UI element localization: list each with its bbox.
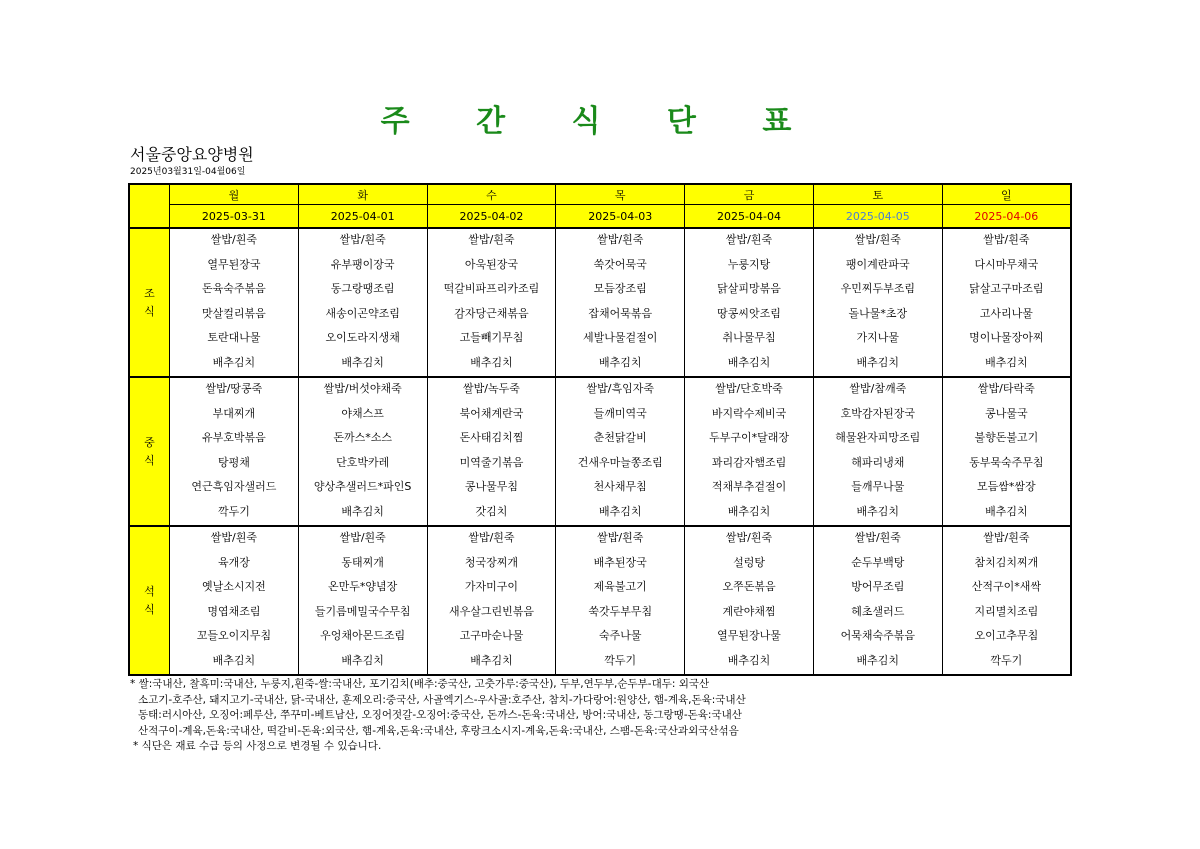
menu-item: 배추된장국 <box>593 555 647 569</box>
day-header: 금 <box>685 184 814 205</box>
menu-item: 콩나물국 <box>985 406 1028 420</box>
menu-item: 배추김치 <box>341 355 384 369</box>
menu-item: 열무된장국 <box>207 257 261 271</box>
menu-item: 배추김치 <box>341 653 384 667</box>
menu-item: 꼬들오이지무침 <box>196 629 272 642</box>
menu-cell <box>556 377 685 526</box>
meal-label <box>129 526 170 675</box>
menu-item: 돌나물*초장 <box>848 306 908 320</box>
menu-item: 설렁탕 <box>733 555 765 569</box>
meal-label <box>129 228 170 377</box>
menu-item: 배추김치 <box>727 504 771 518</box>
menu-item: 호박감자된장국 <box>840 406 915 420</box>
menu-cell <box>685 526 814 675</box>
note-line: * 쌀:국내산, 찰흑미:국내산, 누룽지,흰죽-쌀:국내산, 포기김치(배추:중국산, 고춧가루:중국산), 두부,연두부,순두부-대두: 외국산 <box>130 678 710 690</box>
menu-item: 지리멸치조림 <box>974 604 1039 618</box>
menu-item: 맛살컬리볶음 <box>202 306 266 320</box>
menu-item: 해물완자피망조림 <box>835 431 921 444</box>
day-header: 일 <box>942 184 1071 205</box>
date-header-saturday: 2025-04-05 <box>813 205 942 229</box>
menu-item: 동그랑땡조림 <box>330 282 395 295</box>
menu-item: 청국장찌개 <box>464 555 519 569</box>
day-header: 토 <box>813 184 942 205</box>
menu-item: 잡채어묵볶음 <box>588 306 653 320</box>
meal-label-char: 식 <box>144 602 155 616</box>
note-line: 소고기-호주산, 돼지고기-국내산, 닭-국내산, 훈제오리:중국산, 사골엑기스-우사골:호주산, 참치-가다랑어:원양산, 햄-계육,돈육:국내산 <box>138 693 746 706</box>
menu-item: 산적구이*새싹 <box>971 580 1041 593</box>
menu-item: 배추김치 <box>598 355 642 369</box>
menu-item: 떡갈비파프리카조림 <box>443 282 540 295</box>
menu-item: 들깨미역국 <box>593 406 647 420</box>
menu-item: 꽈리감자햄조림 <box>711 455 787 469</box>
menu-item: 모듬쌈*쌈장 <box>977 480 1036 493</box>
menu-item: 다시마무채국 <box>974 257 1039 271</box>
menu-item: 배추김치 <box>341 504 384 518</box>
menu-item: 배추김치 <box>985 355 1028 369</box>
menu-item: 바지락수제비국 <box>711 406 787 420</box>
menu-item: 참치김치찌개 <box>974 555 1039 569</box>
menu-item: 열무된장나물 <box>717 629 781 642</box>
menu-item: 쌀밥/흰죽 <box>210 531 257 544</box>
menu-item: 불향돈불고기 <box>974 431 1039 444</box>
date-header-row <box>129 205 1071 229</box>
menu-item: 돈사태김치찜 <box>459 431 524 444</box>
menu-item: 들깨무나물 <box>851 480 905 493</box>
menu-item: 연근흑임자샐러드 <box>191 480 277 493</box>
menu-item: 닭살고구마조림 <box>969 282 1044 295</box>
menu-item: 미역줄기볶음 <box>459 455 524 469</box>
menu-cell <box>556 526 685 675</box>
menu-cell <box>427 377 556 526</box>
meal-label-char: 식 <box>144 304 155 318</box>
menu-item: 오이고추무침 <box>974 629 1039 642</box>
day-header: 월 <box>170 184 299 205</box>
menu-item: 배추김치 <box>470 653 513 667</box>
menu-item: 들기름메밀국수무침 <box>314 604 411 618</box>
menu-item: 계란야채찜 <box>722 604 776 618</box>
menu-item: 쌀밥/흰죽 <box>983 531 1030 544</box>
date-header: 2025-04-04 <box>685 205 814 229</box>
menu-item: 쌀밥/타락죽 <box>977 382 1035 395</box>
menu-item: 감자당근채볶음 <box>454 306 529 320</box>
menu-item: 배추김치 <box>856 504 900 518</box>
menu-cell <box>170 526 299 675</box>
menu-cell <box>298 526 427 675</box>
menu-item: 적채부추겉절이 <box>711 480 787 493</box>
meal-row <box>129 526 1071 675</box>
menu-item: 헤초샐러드 <box>851 604 905 618</box>
menu-item: 유부팽이장국 <box>330 257 395 271</box>
menu-item: 쌀밥/단호박죽 <box>715 382 783 395</box>
meal-label <box>129 377 170 526</box>
menu-period: 2025년03월31일-04월06일 <box>130 167 246 177</box>
menu-item: 배추김치 <box>727 653 771 667</box>
date-header-sunday: 2025-04-06 <box>942 205 1071 229</box>
menu-item: 유부호박볶음 <box>202 431 266 444</box>
menu-item: 팽이계란파국 <box>845 257 910 271</box>
menu-item: 쌀밥/흰죽 <box>468 233 515 246</box>
menu-item: 토란대나물 <box>207 331 261 344</box>
menu-item: 쌀밥/흰죽 <box>854 531 901 544</box>
meal-row <box>129 377 1071 526</box>
menu-item: 쌀밥/흰죽 <box>983 233 1030 246</box>
menu-item: 가지나물 <box>856 331 900 344</box>
menu-cell <box>685 377 814 526</box>
menu-item: 온만두*양념장 <box>328 580 398 593</box>
menu-item: 쌀밥/녹두죽 <box>463 382 520 395</box>
menu-item: 천사채무침 <box>593 480 647 493</box>
menu-item: 탕평채 <box>217 455 250 469</box>
menu-item: 배추김치 <box>598 504 642 518</box>
menu-item: 북어채계란국 <box>459 406 524 420</box>
meal-label-char: 식 <box>144 453 155 467</box>
menu-item: 배추김치 <box>727 355 771 369</box>
menu-item: 세발나물겉절이 <box>583 331 658 344</box>
menu-item: 깍두기 <box>217 504 250 518</box>
menu-item: 춘천닭갈비 <box>593 431 647 444</box>
menu-item: 쌀밥/흰죽 <box>725 531 773 544</box>
menu-item: 두부구이*달래장 <box>709 431 789 444</box>
day-header-row <box>129 184 1071 205</box>
menu-item: 배추김치 <box>985 504 1028 518</box>
menu-item: 돈육숙주볶음 <box>202 282 266 295</box>
menu-item: 부대찌개 <box>212 406 256 420</box>
date-header: 2025-03-31 <box>170 205 299 229</box>
menu-item: 옛날소시지전 <box>202 580 266 593</box>
menu-cell <box>685 228 814 377</box>
menu-cell <box>298 228 427 377</box>
menu-item: 누룽지탕 <box>727 257 771 271</box>
menu-item: 우민찌두부조림 <box>840 282 915 295</box>
meal-row <box>129 228 1071 377</box>
weekly-menu-table <box>128 183 1072 676</box>
menu-cell <box>170 228 299 377</box>
menu-item: 콩나물무침 <box>464 480 519 493</box>
menu-item: 모듬장조림 <box>593 282 647 295</box>
menu-item: 양상추샐러드*파인S <box>313 480 412 493</box>
menu-item: 취나물무침 <box>722 331 776 344</box>
menu-item: 배추김치 <box>212 355 256 369</box>
day-header: 목 <box>556 184 685 205</box>
menu-item: 숙주나물 <box>598 629 642 642</box>
menu-item: 건새우마늘쫑조림 <box>577 455 663 469</box>
menu-item: 쌀밥/참깨죽 <box>849 382 907 395</box>
menu-cell <box>170 377 299 526</box>
menu-item: 쌀밥/흰죽 <box>597 233 644 246</box>
menu-item: 고구마순나물 <box>459 629 524 642</box>
page-title: 주 간 식 단 표 <box>380 104 820 139</box>
menu-item: 쌀밥/땅콩죽 <box>205 382 263 395</box>
day-header: 화 <box>298 184 427 205</box>
date-header: 2025-04-03 <box>556 205 685 229</box>
menu-item: 깍두기 <box>604 653 637 667</box>
hospital-name: 서울중앙요양병원 <box>130 145 254 164</box>
menu-body <box>129 228 1071 675</box>
menu-item: 고사리나물 <box>979 306 1033 320</box>
menu-item: 깍두기 <box>990 653 1023 667</box>
menu-item: 땅콩씨앗조림 <box>717 306 781 320</box>
menu-item: 쌀밥/흰죽 <box>210 233 257 246</box>
menu-cell <box>942 526 1071 675</box>
menu-item: 새송이곤약조림 <box>325 306 400 320</box>
date-header: 2025-04-01 <box>298 205 427 229</box>
meal-label-char: 중 <box>144 435 155 449</box>
menu-item: 쌀밥/버섯야채죽 <box>323 382 402 395</box>
menu-item: 새우살그린빈볶음 <box>448 604 534 618</box>
menu-item: 쌀밥/흰죽 <box>339 233 386 246</box>
menu-cell <box>942 377 1071 526</box>
menu-item: 배추김치 <box>856 355 900 369</box>
menu-item: 배추김치 <box>212 653 256 667</box>
menu-item: 쑥갓어묵국 <box>593 257 647 271</box>
menu-item: 동태찌개 <box>341 555 384 569</box>
menu-item: 명이나물장아찌 <box>969 331 1044 344</box>
meal-label-char: 석 <box>144 584 155 598</box>
menu-cell <box>556 228 685 377</box>
menu-item: 해파리냉채 <box>851 455 905 469</box>
menu-cell <box>813 377 942 526</box>
menu-item: 육개장 <box>217 555 250 569</box>
note-line: * 식단은 재료 수급 등의 사정으로 변경될 수 있습니다. <box>133 740 382 752</box>
menu-item: 야채스프 <box>341 406 384 420</box>
menu-item: 고들빼기무침 <box>459 331 524 344</box>
menu-item: 배추김치 <box>470 355 513 369</box>
menu-item: 쌀밥/흰죽 <box>339 531 386 544</box>
menu-item: 단호박카레 <box>336 455 390 469</box>
date-header: 2025-04-02 <box>427 205 556 229</box>
menu-item: 우엉채아몬드조림 <box>320 629 406 642</box>
menu-item: 갓김치 <box>475 504 508 518</box>
menu-item: 제육불고기 <box>593 580 647 593</box>
menu-item: 가자미구이 <box>464 580 519 593</box>
menu-item: 쌀밥/흰죽 <box>725 233 773 246</box>
menu-item: 아욱된장국 <box>464 257 519 271</box>
menu-item: 순두부백탕 <box>851 555 905 569</box>
menu-cell <box>813 526 942 675</box>
menu-item: 쌀밥/흑임자죽 <box>586 382 654 395</box>
menu-item: 쑥갓두부무침 <box>588 604 653 618</box>
menu-item: 명엽채조림 <box>207 604 261 618</box>
menu-item: 오쭈돈볶음 <box>722 580 776 593</box>
menu-item: 동부묵숙주무침 <box>969 455 1044 469</box>
menu-item: 쌀밥/흰죽 <box>854 233 901 246</box>
note-line: 산적구이-계육,돈육:국내산, 떡갈비-돈육:외국산, 햄-계육,돈육:국내산, 후랑크소시지-계육,돈육:국내산, 스팸-돈육:국산과외국산섞음 <box>138 724 739 737</box>
menu-item: 쌀밥/흰죽 <box>468 531 515 544</box>
menu-item: 배추김치 <box>856 653 900 667</box>
menu-item: 오이도라지생채 <box>325 331 400 344</box>
menu-cell <box>427 526 556 675</box>
menu-item: 닭살피망볶음 <box>717 282 781 295</box>
corner-cell <box>129 184 170 228</box>
menu-item: 쌀밥/흰죽 <box>597 531 644 544</box>
menu-cell <box>942 228 1071 377</box>
day-header: 수 <box>427 184 556 205</box>
menu-item: 돈까스*소스 <box>333 431 392 444</box>
menu-item: 어묵채숙주볶음 <box>840 629 915 642</box>
origin-notes <box>130 677 746 755</box>
menu-cell <box>427 228 556 377</box>
menu-cell <box>298 377 427 526</box>
menu-cell <box>813 228 942 377</box>
meal-label-char: 조 <box>144 286 155 300</box>
note-line: 동태:러시아산, 오징어:페루산, 쭈꾸미-베트남산, 오징어젓갈-오징어:중국산, 돈까스-돈육:국내산, 방어:국내산, 동그랑땡-돈육:국내산 <box>138 709 742 721</box>
menu-item: 방어무조림 <box>851 580 905 593</box>
